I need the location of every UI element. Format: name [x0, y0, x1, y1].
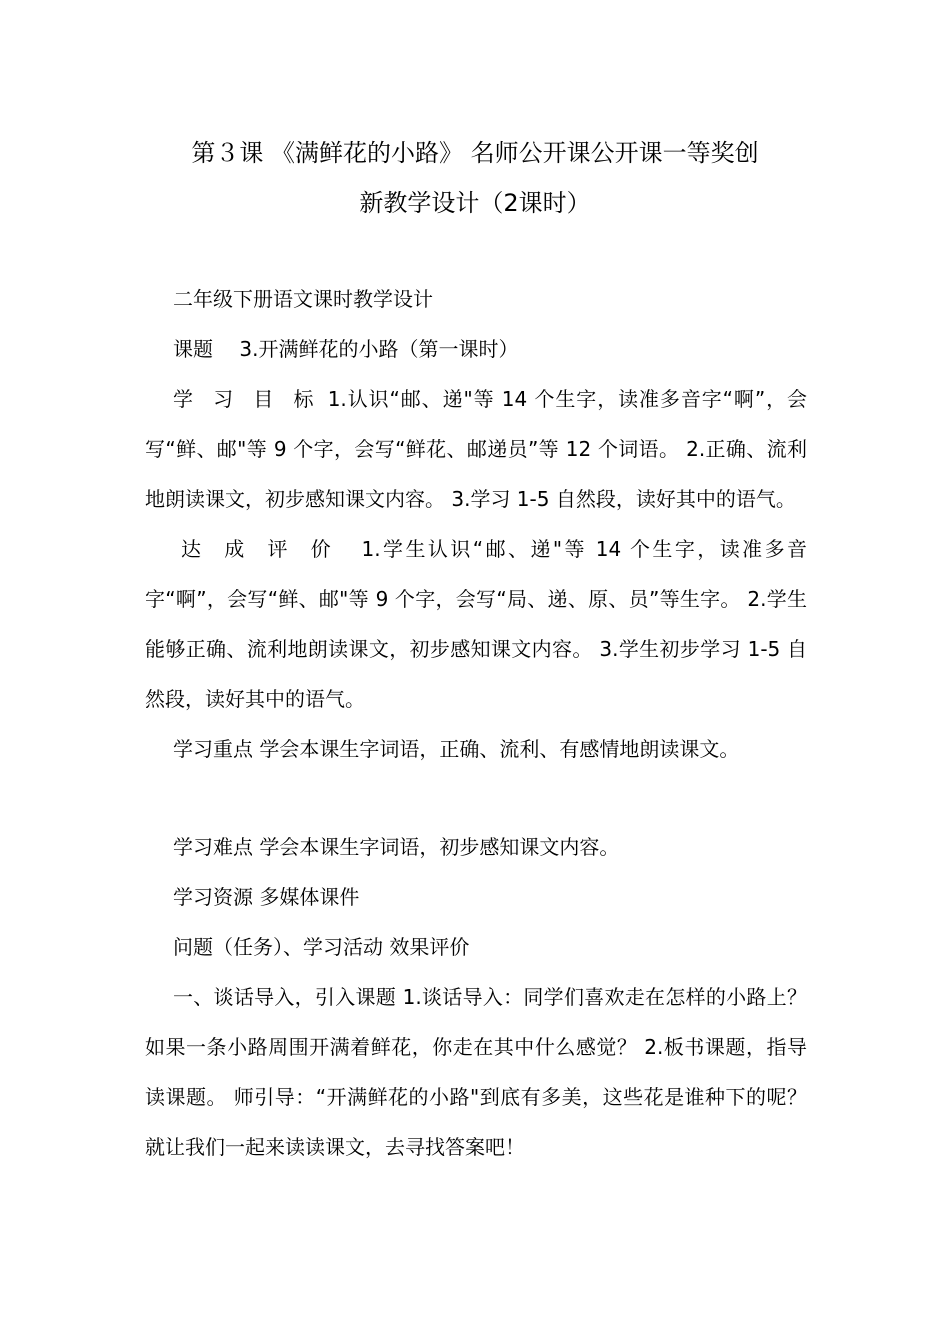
difficulties: 学习难点 学会本课生字词语，初步感知课文内容。	[173, 835, 620, 859]
key-points: 学习重点 学会本课生字词语，正确、流利、有感情地朗读课文。	[173, 737, 740, 761]
objectives-text: 1.认识“邮、递"等 14 个生字，读准多音字“啊”，会写“鲜、邮"等 9 个字，会写“鲜花、邮递员”等 12 个词语。 2.正确、流利地朗读课文，初步感知课文内容。 3.学习 1-5 自然段，读好其中的语气。	[145, 387, 808, 511]
lesson-topic: 课题 3.开满鲜花的小路（第一课时）	[173, 337, 519, 361]
title-line-2: 新教学设计（2课时）	[359, 189, 591, 217]
section-one: 一、谈话导入，引入课题 1.谈话导入：同学们喜欢走在怎样的小路上？如果一条小路周围开满着鲜花，你走在其中什么感觉？ 2.板书课题，指导读课题。 师引导：“开满鲜花的小路"到底有多美，这些花是谁种下的呢？就让我们一起来读读课文，去寻找答案吧！	[145, 985, 807, 1159]
paragraph-gap	[145, 774, 807, 822]
document-body	[145, 274, 807, 1172]
achievement-assessment	[145, 524, 807, 724]
learning-objectives	[145, 374, 807, 524]
assessment-label: 达 成 评 价	[181, 537, 340, 561]
title-line-1: 第３课 《满鲜花的小路》 名师公开课公开课一等奖创	[191, 139, 759, 167]
assessment-text: 1.学生认识“邮、递"等 14 个生字，读准多音字“啊”，会写“鲜、邮"等 9 个字，会写“局、递、原、员”等生字。 2.学生能够正确、流利地朗读课文，初步感知课文内容。 3.学生初步学习 1-5 自然段，读好其中的语气。	[145, 537, 807, 711]
document-title	[145, 128, 805, 228]
activities-header: 问题（任务）、学习活动 效果评价	[173, 935, 470, 959]
objectives-label: 学 习 目 标	[173, 387, 321, 411]
subtitle: 二年级下册语文课时教学设计	[173, 287, 433, 311]
resources: 学习资源 多媒体课件	[173, 885, 360, 909]
